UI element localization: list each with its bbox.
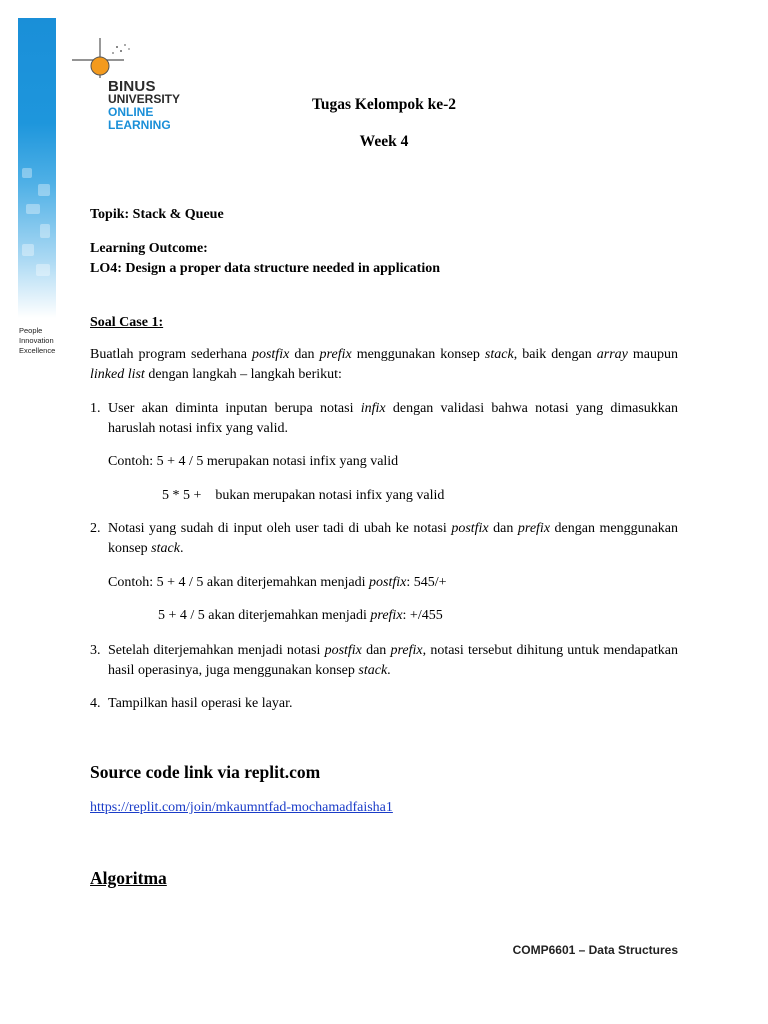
week-title: Week 4 bbox=[359, 133, 409, 150]
tagline: People Innovation Excellence bbox=[19, 326, 56, 355]
case-heading: Soal Case 1: bbox=[90, 315, 164, 330]
example-text: Contoh: 5 + 4 / 5 akan diterjemahkan menjadi postfix: 545/+ bbox=[108, 575, 447, 590]
topic: Topik: Stack & Queue bbox=[90, 207, 224, 222]
example-text: 5 + 4 / 5 akan diterjemahkan menjadi prefix: +/455 bbox=[158, 608, 443, 623]
intro-paragraph: Buatlah program sederhana postfix dan prefix menggunakan konsep stack, baik dengan array maupun linked list dengan langkah – langkah berikut: bbox=[90, 347, 678, 382]
list-item: 3. Setelah diterjemahkan menjadi notasi postfix dan prefix, notasi tersebut dihitung untuk mendapatkan hasil operasinya, juga menggunakan konsep stack. bbox=[90, 643, 679, 678]
algoritma-heading: Algoritma bbox=[90, 868, 167, 888]
example-text: Contoh: 5 + 4 / 5 merupakan notasi infix yang valid bbox=[108, 454, 399, 469]
binus-logo-icon bbox=[72, 38, 136, 82]
list-item: 2. Notasi yang sudah di input oleh user tadi di ubah ke notasi postfix dan prefix dengan menggunakan konsep stack. bbox=[90, 521, 678, 556]
source-heading: Source code link via replit.com bbox=[90, 762, 321, 782]
footer-course: COMP6601 – Data Structures bbox=[512, 943, 678, 957]
learning-outcome-label: Learning Outcome: bbox=[90, 241, 208, 256]
sidebar-decoration bbox=[18, 18, 56, 318]
list-item: 1. User akan diminta inputan berupa notasi infix dengan validasi bahwa notasi yang dimasukkan haruslah notasi infix yang valid. bbox=[90, 401, 678, 436]
list-item: 4. Tampilkan hasil operasi ke layar. bbox=[90, 696, 293, 711]
source-code-link[interactable]: https://replit.com/join/mkaumntfad-mochamadfaisha1 bbox=[90, 800, 393, 815]
learning-outcome: LO4: Design a proper data structure needed in application bbox=[90, 261, 441, 276]
document-title: Tugas Kelompok ke-2 bbox=[311, 96, 457, 113]
example-text: 5 * 5 + bukan merupakan notasi infix yang valid bbox=[162, 488, 445, 503]
binus-logo-text: BINUS UNIVERSITY ONLINE LEARNING bbox=[108, 78, 181, 132]
